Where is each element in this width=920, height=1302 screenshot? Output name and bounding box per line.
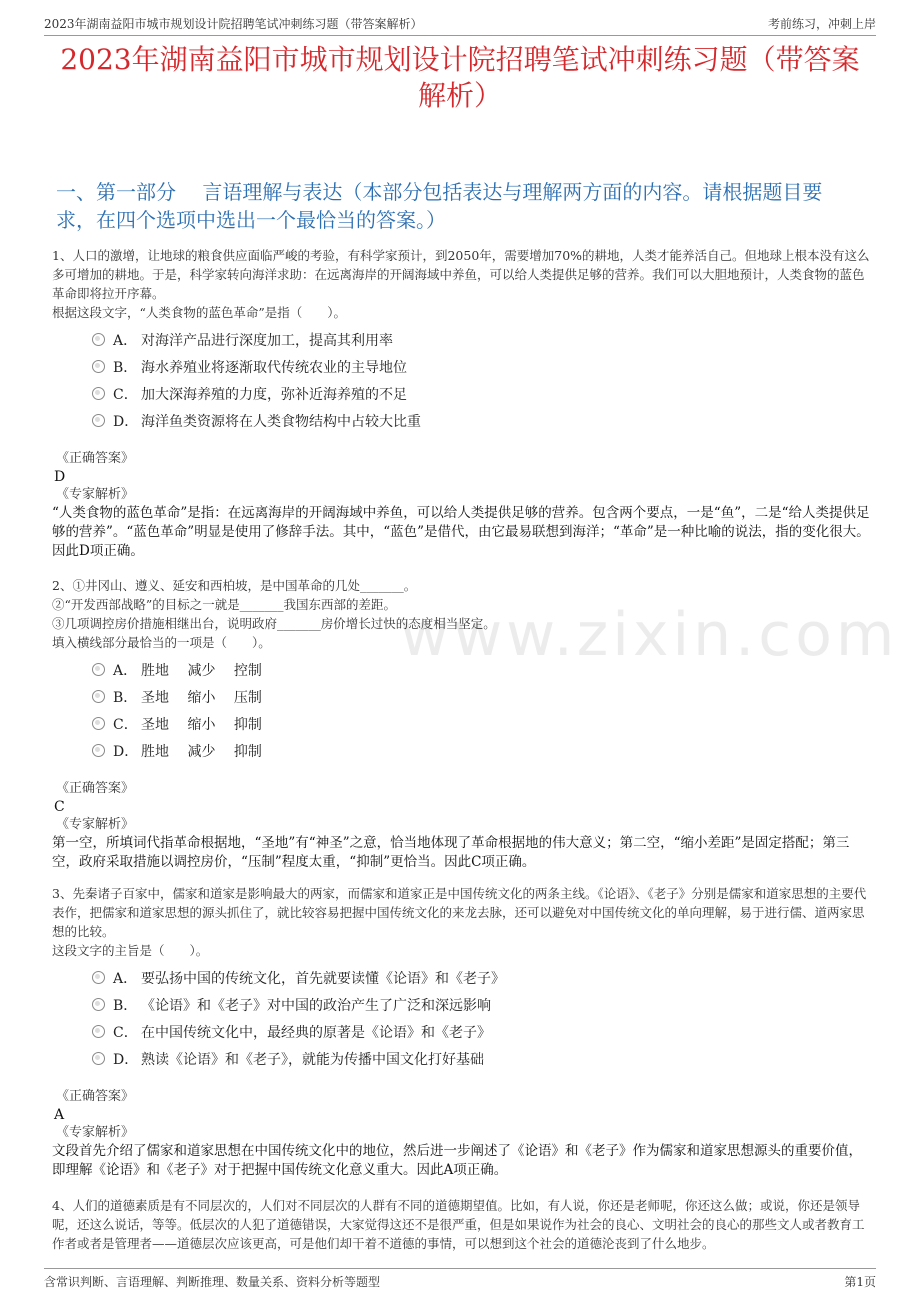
page-footer: [44, 1268, 876, 1290]
question-3-stem: 这段文字的主旨是（ ）。: [52, 943, 209, 958]
radio-icon[interactable]: [92, 717, 105, 730]
question-3: [52, 884, 870, 1180]
explanation-label: 《专家解析》: [56, 487, 135, 502]
answer-value: A: [54, 1107, 65, 1123]
radio-icon[interactable]: [92, 971, 105, 984]
question-2-options: [92, 656, 870, 764]
option-a[interactable]: A． 对海洋产品进行深度加工，提高其利用率: [92, 326, 870, 353]
answer-label: 《正确答案》: [56, 451, 135, 466]
answer-label: 《正确答案》: [56, 781, 135, 796]
page-header: [44, 10, 876, 36]
radio-icon[interactable]: [92, 414, 105, 427]
header-doc-title: 2023年湖南益阳市城市规划设计院招聘笔试冲刺练习题（带答案解析）: [44, 17, 423, 31]
question-1-passage: 1、人口的激增，让地球的粮食供应面临严峻的考验，有科学家预计，到2050年，需要增加70%的耕地，人类才能养活自己。但地球上根本没有这么多可增加的耕地。于是，科学家转向海洋求助：在远离海岸的开阔海域中养鱼，可以给人类提供足够的营养。我们可以大胆地预计，人类食物的蓝色革命即将拉开序幕。: [52, 248, 870, 301]
radio-icon[interactable]: [92, 744, 105, 757]
question-3-options: [92, 964, 870, 1072]
explanation-label: 《专家解析》: [56, 1125, 135, 1140]
explanation-text: 第一空，所填词代指革命根据地，“圣地”有“神圣”之意，恰当地体现了革命根据地的伟大意义；第二空，“缩小差距”是固定搭配；第三空，政府采取措施以调控房价，“压制”程度太重，“抑制”更恰当。因此C项正确。: [52, 835, 850, 870]
explanation-label: 《专家解析》: [56, 817, 135, 832]
radio-icon[interactable]: [92, 1025, 105, 1038]
question-3-passage: 3、先秦诸子百家中，儒家和道家是影响最大的两家，而儒家和道家正是中国传统文化的两条主线。《论语》、《老子》分别是儒家和道家思想的主要代表作，把儒家和道家思想的源头抓住了，就比较容易把握中国传统文化的来龙去脉，还可以避免对中国传统文化的单向理解，易于进行儒、道两家思想的比较。: [52, 886, 867, 939]
question-4: [52, 1196, 870, 1253]
option-d[interactable]: D． 海洋鱼类资源将在人类食物结构中占较大比重: [92, 407, 870, 434]
answer-label: 《正确答案》: [56, 1089, 135, 1104]
option-d[interactable]: D． 胜地 减少 抑制: [92, 737, 870, 764]
answer-value: C: [54, 799, 65, 815]
option-b[interactable]: B． 海水养殖业将逐渐取代传统农业的主导地位: [92, 353, 870, 380]
radio-icon[interactable]: [92, 690, 105, 703]
option-a[interactable]: A． 胜地 减少 控制: [92, 656, 870, 683]
question-2-line-2: ②“开发西部战略”的目标之一就是_______我国东西部的差距。: [52, 597, 397, 612]
page-number: 第1页: [844, 1275, 876, 1289]
radio-icon[interactable]: [92, 387, 105, 400]
question-2-line-3: ③几项调控房价措施相继出台，说明政府_______房价增长过快的态度相当坚定。: [52, 616, 496, 631]
radio-icon[interactable]: [92, 360, 105, 373]
radio-icon[interactable]: [92, 333, 105, 346]
answer-value: D: [54, 469, 66, 485]
radio-icon[interactable]: [92, 998, 105, 1011]
option-c[interactable]: C． 加大深海养殖的力度，弥补近海养殖的不足: [92, 380, 870, 407]
question-2-line-1: 2、①井冈山、遵义、延安和西柏坡，是中国革命的几处_______。: [52, 578, 417, 593]
explanation-text: 文段首先介绍了儒家和道家思想在中国传统文化中的地位，然后进一步阐述了《论语》和《老子》作为儒家和道家思想源头的重要价值，即理解《论语》和《老子》对于把握中国传统文化意义重大。因此A项正确。: [52, 1143, 862, 1178]
option-c[interactable]: C． 在中国传统文化中，最经典的原著是《论语》和《老子》: [92, 1018, 870, 1045]
section-heading: 一、第一部分 言语理解与表达（本部分包括表达与理解两方面的内容。请根据题目要求，在四个选项中选出一个最恰当的答案。）: [56, 180, 823, 232]
footer-note: 含常识判断、言语理解、判断推理、数量关系、资料分析等题型: [44, 1275, 381, 1289]
question-1: [52, 246, 870, 561]
watermark: www.zixin.com: [400, 600, 899, 670]
document-title: 2023年湖南益阳市城市规划设计院招聘笔试冲刺练习题（带答案解析）: [60, 43, 860, 112]
option-d[interactable]: D． 熟读《论语》和《老子》，就能为传播中国文化打好基础: [92, 1045, 870, 1072]
radio-icon[interactable]: [92, 663, 105, 676]
radio-icon[interactable]: [92, 1052, 105, 1065]
option-b[interactable]: B． 《论语》和《老子》对中国的政治产生了广泛和深远影响: [92, 991, 870, 1018]
question-1-stem: 根据这段文字，“人类食物的蓝色革命”是指（ ）。: [52, 305, 347, 320]
header-slogan: 考前练习，冲刺上岸: [767, 17, 876, 31]
question-4-passage: 4、人们的道德素质是有不同层次的，人们对不同层次的人群有不同的道德期望值。比如，有人说，你还是老师呢，你还这么做；或说，你还是领导呢，还这么说话，等等。低层次的人犯了道德错误，大家觉得这还不是很严重，但是如果说作为社会的良心、文明社会的良心的那些文人或者教育工作者或者是管理者——道德层次应该更高，可是他们却干着不道德的事情，可以想到这个社会的道德沦丧到了什么地步。: [52, 1198, 865, 1251]
question-2-stem: 填入横线部分最恰当的一项是（ ）。: [52, 635, 271, 650]
option-c[interactable]: C． 圣地 缩小 抑制: [92, 710, 870, 737]
question-1-options: [92, 326, 870, 434]
explanation-text: “人类食物的蓝色革命”是指：在远离海岸的开阔海域中养鱼，可以给人类提供足够的营养。包含两个要点，一是“鱼”，二是“给人类提供足够的营养”。“蓝色革命”明显是使用了修辞手法。其中，“蓝色”是借代，由它最易联想到海洋；“革命”是一种比喻的说法，指的变化很大。因此D项正确。: [52, 505, 870, 559]
option-b[interactable]: B． 圣地 缩小 压制: [92, 683, 870, 710]
question-2: [52, 576, 870, 872]
option-a[interactable]: A． 要弘扬中国的传统文化，首先就要读懂《论语》和《老子》: [92, 964, 870, 991]
